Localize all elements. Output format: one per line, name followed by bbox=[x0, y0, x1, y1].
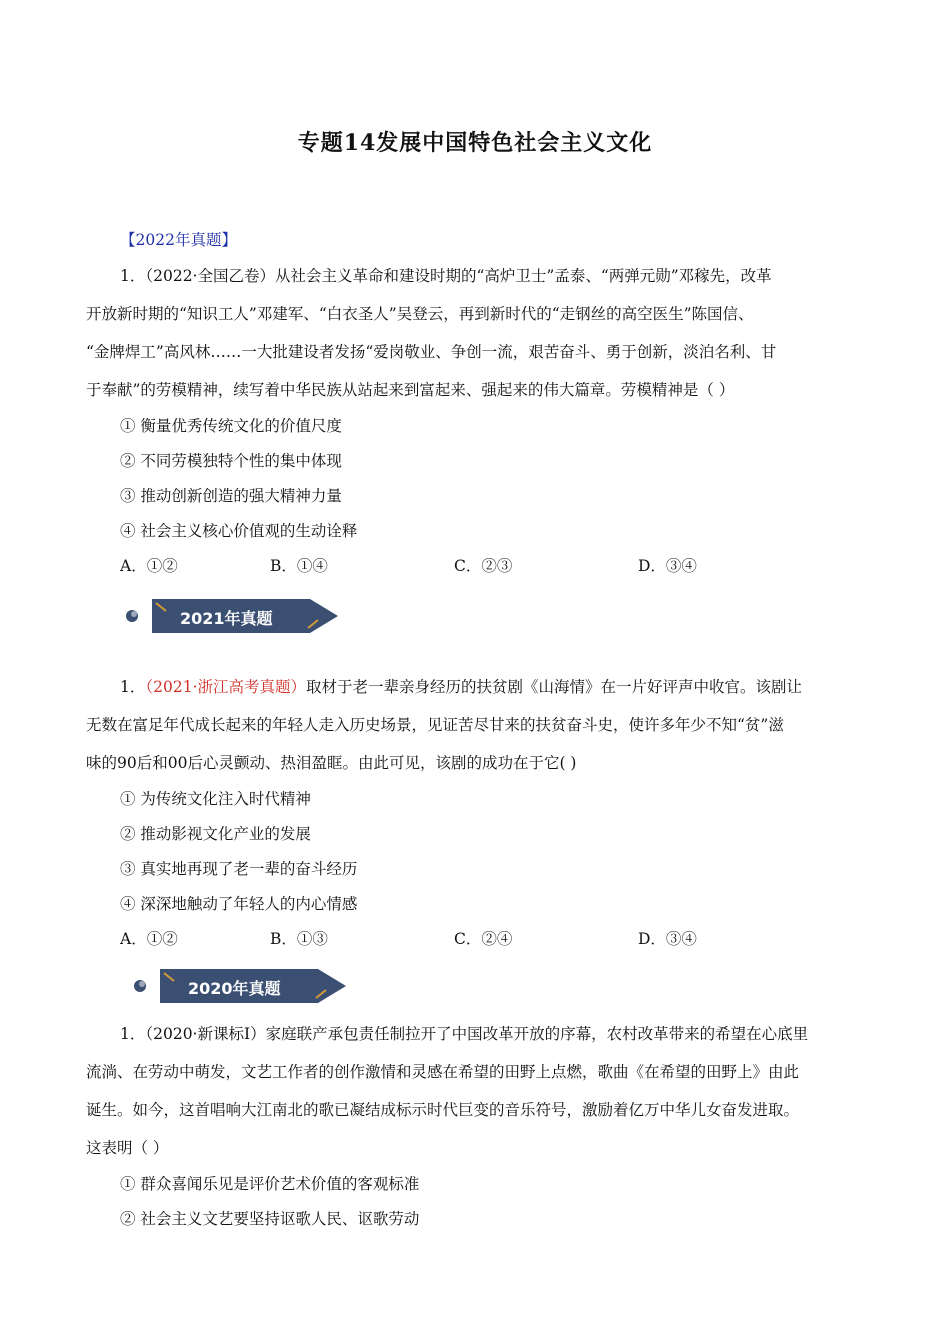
q2020-line-4: 这表明（ ） bbox=[86, 1139, 169, 1157]
q2022-option-c[interactable]: C．②③ bbox=[454, 557, 513, 575]
q2022-line-4: 于奉献”的劳模精神，续写着中华民族从站起来到富起来、强起来的伟大篇章。劳模精神是（ ） bbox=[86, 381, 735, 399]
q2022-item-1: ① 衡量优秀传统文化的价值尺度 bbox=[120, 417, 342, 435]
q2021-item-2: ② 推动影视文化产业的发展 bbox=[120, 825, 311, 843]
q2022-line-1: 1．（2022·全国乙卷）从社会主义革命和建设时期的“高炉卫士”孟泰、“两弹元勋”邓稼先，改革 bbox=[120, 267, 772, 285]
q2020-item-1: ① 群众喜闻乐见是评价艺术价值的客观标准 bbox=[120, 1175, 420, 1193]
q2021-option-d[interactable]: D．③④ bbox=[638, 930, 697, 948]
q2021-line-1 bbox=[120, 676, 900, 698]
banner-2020 bbox=[130, 967, 350, 1005]
q2022-line-2: 开放新时期的“知识工人”邓建军、“白衣圣人”吴登云，再到新时代的“走钢丝的高空医生”陈国信、 bbox=[86, 305, 754, 323]
q2021-item-3: ③ 真实地再现了老一辈的奋斗经历 bbox=[120, 860, 358, 878]
q2021-item-1: ① 为传统文化注入时代精神 bbox=[120, 790, 311, 808]
q2021-item-4: ④ 深深地触动了年轻人的内心情感 bbox=[120, 895, 358, 913]
q2020-line-1: 1．（2020·新课标Ⅰ）家庭联产承包责任制拉开了中国改革开放的序幕，农村改革带来的希望在心底里 bbox=[120, 1025, 809, 1043]
q2021-option-a[interactable]: A．①② bbox=[120, 930, 178, 948]
q2021-option-c[interactable]: C．②④ bbox=[454, 930, 513, 948]
q2022-item-4: ④ 社会主义核心价值观的生动诠释 bbox=[120, 522, 358, 540]
q2021-source: （2021·浙江高考真题） bbox=[145, 678, 306, 696]
banner-2021-label: 2021年真题 bbox=[180, 609, 273, 628]
q2021-line-1-text: 取材于老一辈亲身经历的扶贫剧《山海情》在一片好评声中收官。该剧让 bbox=[306, 678, 803, 696]
q2022-item-3: ③ 推动创新创造的强大精神力量 bbox=[120, 487, 342, 505]
q2020-item-2: ② 社会主义文艺要坚持讴歌人民、讴歌劳动 bbox=[120, 1210, 420, 1228]
banner-2021 bbox=[122, 597, 342, 635]
q2021-number: 1． bbox=[120, 678, 146, 696]
q2022-option-d[interactable]: D．③④ bbox=[638, 557, 697, 575]
q2020-line-3: 诞生。如今，这首唱响大江南北的歌已凝结成标示时代巨变的音乐符号，激励着亿万中华儿女奋发进取。 bbox=[86, 1101, 800, 1119]
q2022-option-a[interactable]: A．①② bbox=[120, 557, 178, 575]
section-tag-2022: 【2022年真题】 bbox=[120, 231, 237, 249]
q2021-option-b[interactable]: B．①③ bbox=[270, 930, 328, 948]
page-title: 专题14发展中国特色社会主义文化 bbox=[297, 130, 653, 156]
q2022-item-2: ② 不同劳模独特个性的集中体现 bbox=[120, 452, 342, 470]
q2022-option-b[interactable]: B．①④ bbox=[270, 557, 328, 575]
banner-2020-label: 2020年真题 bbox=[188, 979, 281, 998]
q2021-line-2: 无数在富足年代成长起来的年轻人走入历史场景，见证苦尽甘来的扶贫奋斗史，使许多年少不知“贫”滋 bbox=[86, 716, 784, 734]
q2020-line-2: 流淌、在劳动中萌发，文艺工作者的创作激情和灵感在希望的田野上点燃，歌曲《在希望的田野上》由此 bbox=[86, 1063, 800, 1081]
q2022-line-3: “金牌焊工”高风林……一大批建设者发扬“爱岗敬业、争创一流，艰苦奋斗、勇于创新，淡泊名利、甘 bbox=[86, 343, 777, 361]
q2021-line-3: 味的90后和00后心灵颤动、热泪盈眶。由此可见，该剧的成功在于它( ) bbox=[86, 754, 577, 772]
